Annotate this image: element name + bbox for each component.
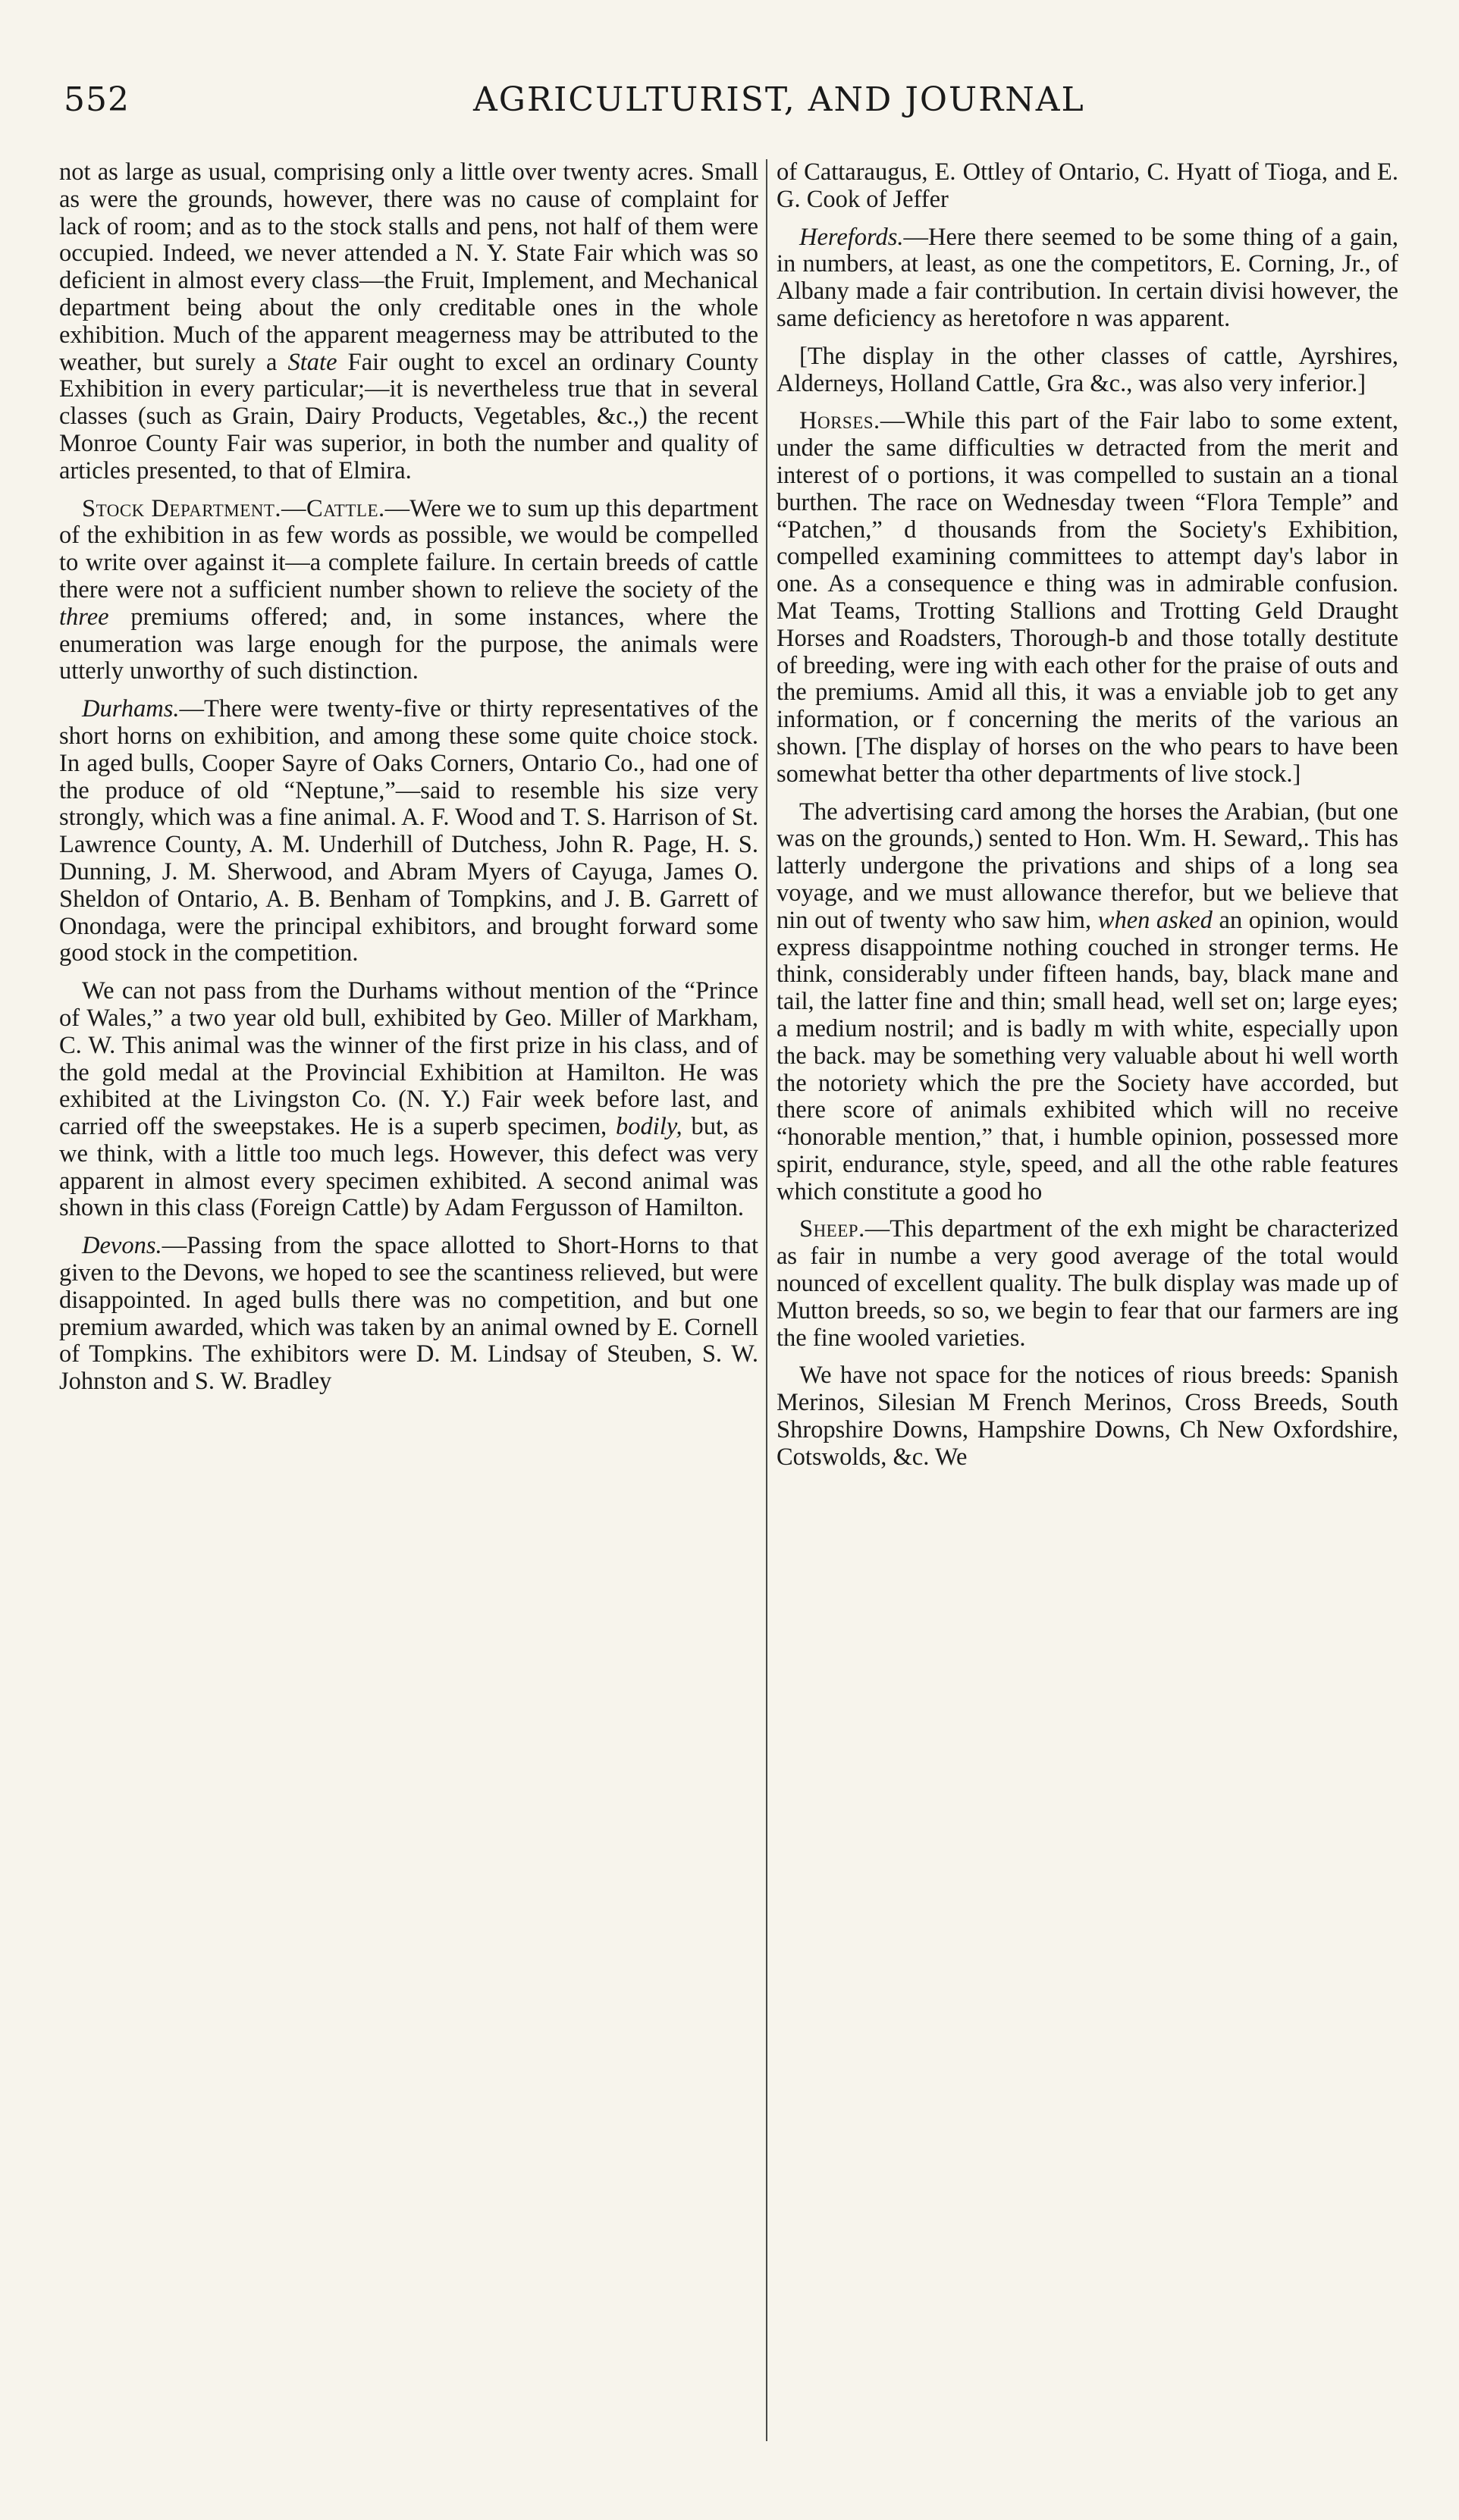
section-heading-sheep: Sheep.	[799, 1215, 865, 1243]
paragraph-herefords: Herefords.—Here there seemed to be some thing of a gain, in numbers, at least, as one the competitors, E. Corning, Jr., of Albany made a fair contribution. In certain divisi however, the same deficiency as heretofore n was apparent.	[777, 223, 1398, 332]
paragraph-continuation: of Cattaraugus, E. Ottley of Ontario, C. Hyatt of Tioga, and E. G. Cook of Jeffer	[777, 159, 1398, 213]
section-heading-stock: Stock Department.—Cattle.	[82, 494, 385, 522]
page-number: 552	[64, 80, 130, 119]
paragraph-other-cattle: [The display in the other classes of cattle, Ayrshires, Alderneys, Holland Cattle, Gra &c., was also very inferior.]	[777, 342, 1398, 397]
paragraph-breeds: We have not space for the notices of rious breeds: Spanish Merinos, Silesian M French Merinos, Cross Breeds, South Shropshire Downs, Hampshire Downs, Ch New Oxfordshire, Cotswolds, &c. We	[777, 1362, 1398, 1471]
paragraph-stock-department: Stock Department.—Cattle.—Were we to sum up this department of the exhibition in as few words as possible, we would be compelled to write over against it—a complete failure. In certain breeds of cattle there were not a sufficient number shown to relieve the society of the three premiums offered; and, in some instances, where the enumeration was large enough for the purpose, the animals were utterly unworthy of such distinction.	[59, 494, 758, 685]
paragraph-durhams: Durhams.—There were twenty-five or thirty representatives of the short horns on exhibition, and among these some quite choice stock. In aged bulls, Cooper Sayre of Oaks Corners, Ontario Co., had one of the produce of old “Neptune,”—said to resemble his size very strongly, which was a fine animal. A. F. Wood and T. S. Harrison of St. Lawrence County, A. M. Underhill of Dutchess, John R. Page, H. S. Dunning, J. M. Sherwood, and Abram Myers of Cayuga, James O. Sheldon of Ontario, A. B. Benham of Tompkins, and J. B. Garrett of Onondaga, were the principal exhibitors, and brought forward some good stock in the competition.	[59, 695, 758, 967]
left-column	[59, 159, 758, 2479]
right-column	[777, 159, 1398, 2479]
paragraph-prince-of-wales: We can not pass from the Durhams without mention of the “Prince of Wales,” a two year old bull, exhibited by Geo. Miller of Markham, C. W. This animal was the winner of the first prize in his class, and of the gold medal at the Provincial Exhibition at Hamilton. He was exhibited at the Livingston Co. (N. Y.) Fair week before last, and carried off the sweepstakes. He is a superb specimen, bodily, but, as we think, with a little too much legs. However, this defect was very apparent in almost every specimen exhibited. A second animal was shown in this class (Foreign Cattle) by Adam Fergusson of Hamilton.	[59, 977, 758, 1222]
page-header	[64, 80, 1353, 133]
paragraph-sheep: Sheep.—This department of the exh might be characterized as fair in numbe a very good average of the total would nounced of excellent quality. The bulk display was made up of Mutton breeds, so so, we begin to fear that our farmers are ing the fine wooled varieties.	[777, 1215, 1398, 1352]
paragraph-devons: Devons.—Passing from the space allotted to Short-Horns to that given to the Devons, we hoped to see the scantiness relieved, but were disappointed. In aged bulls there was no competition, and but one premium awarded, which was taken by an animal owned by E. Cornell of Tompkins. The exhibitors were D. M. Lindsay of Steuben, S. W. Johnston and S. W. Bradley	[59, 1232, 758, 1396]
section-heading-devons: Devons.	[82, 1232, 162, 1260]
section-heading-herefords: Herefords.	[799, 223, 904, 251]
column-rule	[766, 159, 767, 2441]
section-heading-durhams: Durhams.	[82, 695, 180, 723]
paragraph-arabian: The advertising card among the horses the Arabian, (but one was on the grounds,) sented to Hon. Wm. H. Seward,. This has latterly undergone the privations and ships of a long sea voyage, and we must allowance therefor, but we believe that nin out of twenty who saw him, when asked an opinion, would express disappointme nothing couched in stronger terms. He think, considerably under fifteen hands, bay, black mane and tail, the latter fine and thin; small head, well set on; large eyes; a medium nostril; and is badly m with white, especially upon the back. may be something very valuable about hi well worth the notoriety which the pre the Society have accorded, but there score of animals exhibited which will no receive “honorable mention,” that, i humble opinion, possessed more spirit, endurance, style, speed, and all the othe rable features which constitute a good ho	[777, 798, 1398, 1205]
running-title: AGRICULTURIST, AND JOURNAL	[473, 80, 1085, 119]
paragraph-opening: not as large as usual, comprising only a little over twenty acres. Small as were the grounds, however, there was no cause of complaint for lack of room; and as to the stock stalls and pens, not half of them were occupied. Indeed, we never attended a N. Y. State Fair which was so deficient in almost every class—the Fruit, Implement, and Mechanical department being about the only creditable ones in the whole exhibition. Much of the apparent meagerness may be attributed to the weather, but surely a State Fair ought to excel an ordinary County Exhibition in every particular;—it is nevertheless true that in several classes (such as Grain, Dairy Products, Vegetables, &c.,) the recent Monroe County Fair was superior, in both the number and quality of articles presented, to that of Elmira.	[59, 159, 758, 484]
paragraph-horses: Horses.—While this part of the Fair labo to some extent, under the same difficulties w detracted from the merit and interest of o portions, it was compelled to sustain an a tional burthen. The race on Wednesday tween “Flora Temple” and “Patchen,” d thousands from the Society's Exhibition, compelled examining committees to attempt day's labor in one. As a consequence e thing was in admirable confusion. Mat Teams, Trotting Stallions and Trotting Geld Draught Horses and Roadsters, Thorough-b and those totally destitute of breeding, were ing with each other for the praise of outs and the premiums. Amid all this, it was a enviable job to get any information, or f concerning the merits of the various an shown. [The display of horses on the who pears to have been somewhat better tha other departments of live stock.]	[777, 407, 1398, 788]
section-heading-horses: Horses.	[799, 407, 880, 435]
